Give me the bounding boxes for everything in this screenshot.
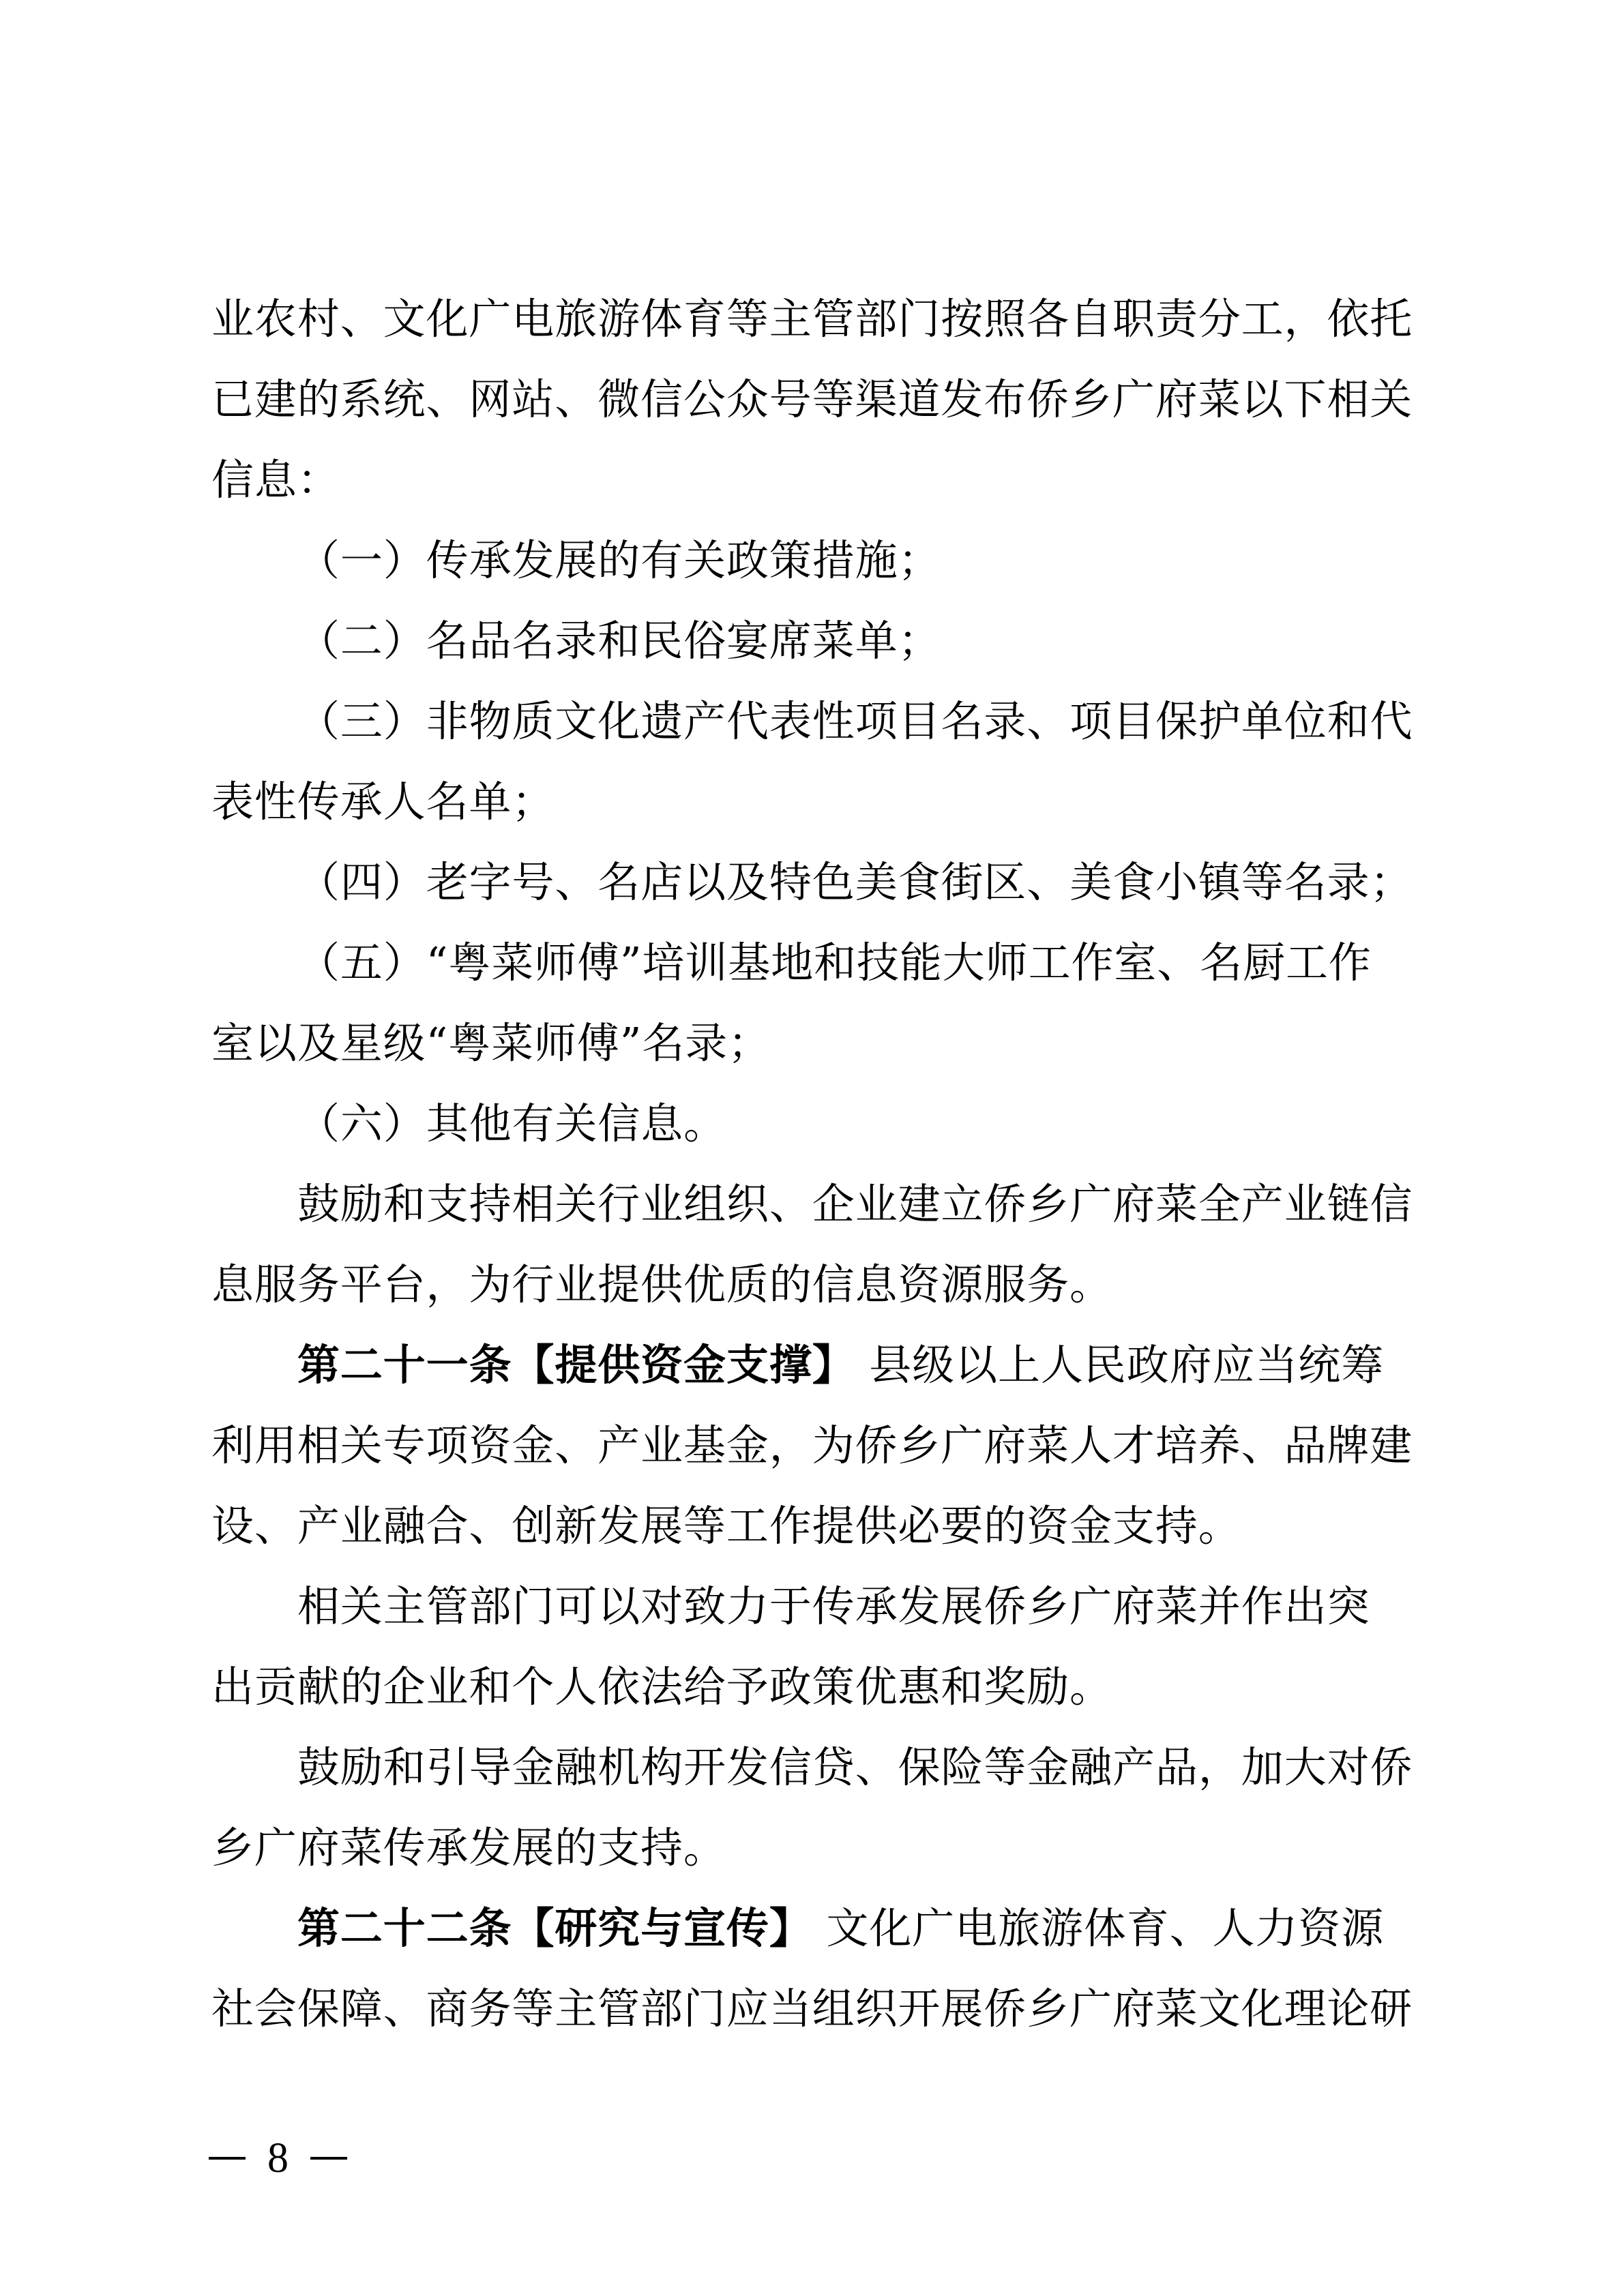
paragraph-line: 息服务平台，为行业提供优质的信息资源服务。 [211, 1259, 1112, 1309]
list-item-3-continued: 表性传承人名单； [211, 777, 555, 826]
list-item-5-continued: 室以及星级“粤菜师傅”名录； [211, 1018, 771, 1068]
paragraph-line: 鼓励和引导金融机构开发信贷、保险等金融产品，加大对侨 [297, 1742, 1413, 1792]
list-item-6: （六）其他有关信息。 [297, 1099, 727, 1148]
article-21-text: 县级以上人民政府应当统筹 [855, 1340, 1385, 1390]
page-number: 8 [267, 2135, 289, 2181]
article-22-heading: 第二十二条【研究与宣传】 [297, 1903, 812, 1953]
text-line: 业农村、文化广电旅游体育等主管部门按照各自职责分工，依托 [211, 294, 1413, 344]
document-body [211, 279, 1419, 2049]
article-22-line [211, 1888, 1419, 1969]
dash-right-icon [310, 2157, 347, 2160]
list-item-4: （四）老字号、名店以及特色美食街区、美食小镇等名录； [297, 857, 1413, 907]
list-item-2: （二）名品名录和民俗宴席菜单； [297, 616, 941, 666]
paragraph-line: 利用相关专项资金、产业基金，为侨乡广府菜人才培养、品牌建 [211, 1420, 1413, 1470]
paragraph-line: 出贡献的企业和个人依法给予政策优惠和奖励。 [211, 1662, 1112, 1712]
paragraph-line: 设、产业融合、创新发展等工作提供必要的资金支持。 [211, 1501, 1241, 1551]
paragraph-line: 鼓励和支持相关行业组织、企业建立侨乡广府菜全产业链信 [297, 1179, 1413, 1229]
list-item-1: （一）传承发展的有关政策措施； [297, 535, 941, 585]
paragraph-line: 社会保障、商务等主管部门应当组织开展侨乡广府菜文化理论研 [211, 1984, 1413, 2033]
text-line: 信息： [211, 455, 340, 505]
article-21-line [211, 1325, 1419, 1405]
paragraph-line: 乡广府菜传承发展的支持。 [211, 1823, 726, 1873]
list-item-5: （五）“粤菜师傅”培训基地和技能大师工作室、名厨工作 [297, 938, 1372, 987]
article-21-heading: 第二十一条【提供资金支撑】 [297, 1340, 855, 1390]
text-line: 已建的系统、网站、微信公众号等渠道发布侨乡广府菜以下相关 [211, 374, 1413, 424]
list-item-3: （三）非物质文化遗产代表性项目名录、项目保护单位和代 [297, 696, 1413, 746]
dash-left-icon [209, 2157, 246, 2160]
article-22-text: 文化广电旅游体育、人力资源 [812, 1903, 1385, 1953]
paragraph-line: 相关主管部门可以对致力于传承发展侨乡广府菜并作出突 [297, 1581, 1370, 1631]
page-number-footer [209, 2134, 347, 2182]
